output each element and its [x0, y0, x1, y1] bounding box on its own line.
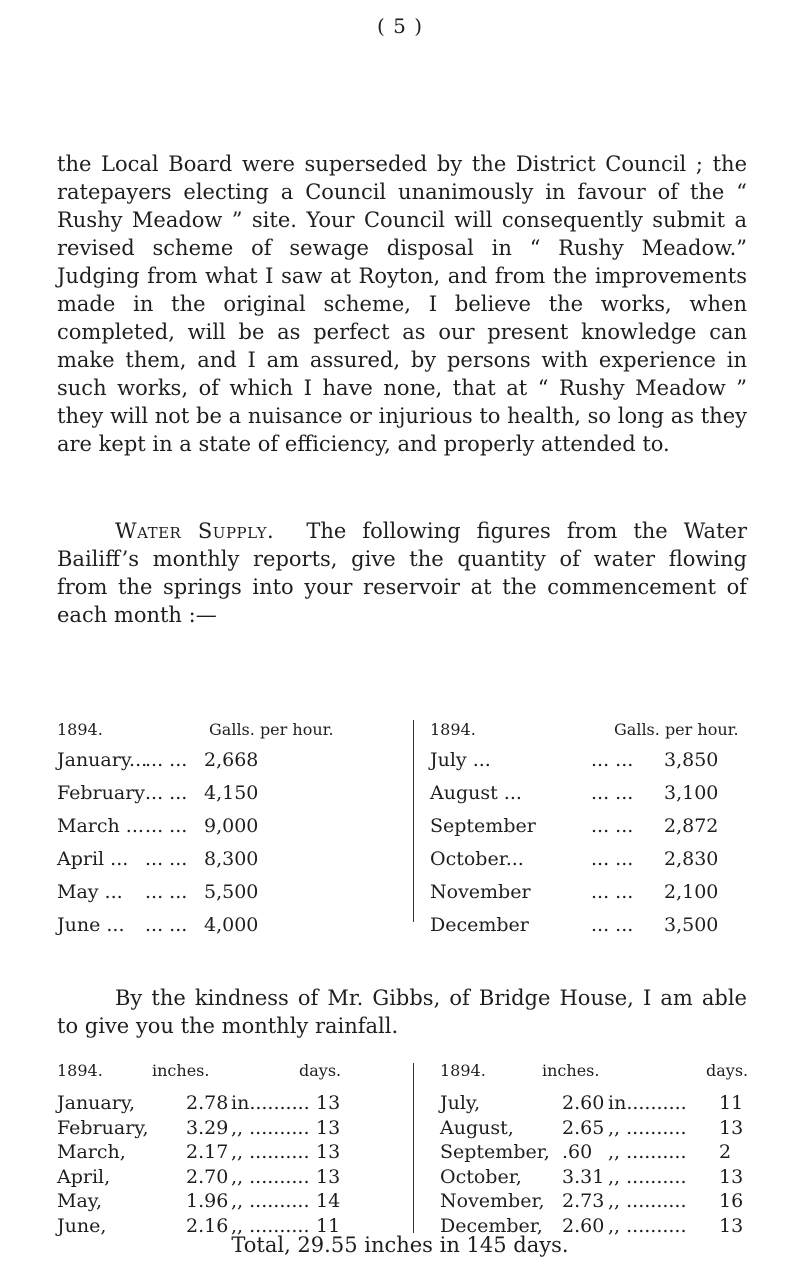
rain-unit: ,, ..........: [231, 1141, 310, 1163]
water-year-header-right: 1894.: [430, 720, 476, 739]
water-leader-dots: ... ...: [145, 914, 188, 936]
rain-unit: ,, ..........: [608, 1214, 687, 1237]
rain-days: 13: [316, 1116, 341, 1139]
paragraph-sewage: the Local Board were superseded by the District Council ; the ratepayers electing a Council unanimously in favour of the “ Rushy Meadow ” site. Your Council will consequently submit a revised scheme of sewage disposal in “ Rushy Meadow.” Judging from what I saw at Royton, and from the improvements made in the original scheme, I believe the works, when completed, will be as perfect as our present knowledge can make them, and I am assured, by persons with experience in such works, of which I have none, that at “ Rushy Meadow ” they will not be a nuisance or injurious to health, so long as they are kept in a state of efficiency, and properly attended to.: [57, 152, 747, 456]
rain-month: January,: [57, 1092, 136, 1114]
water-leader-dots: ... ...: [145, 749, 188, 771]
rain-unit: ,, ..........: [608, 1116, 687, 1139]
rain-inches: 2.65: [562, 1116, 605, 1139]
water-month: November: [430, 881, 531, 903]
rain-unit: ,, ..........: [608, 1190, 687, 1212]
water-year-header-left: 1894.: [57, 720, 103, 739]
rain-days-header-left: days.: [299, 1061, 342, 1080]
rain-month: November,: [440, 1190, 545, 1212]
rain-month: May,: [57, 1190, 103, 1212]
rain-unit: ,, ..........: [231, 1190, 310, 1212]
water-month: March ...: [57, 815, 144, 837]
water-leader-dots: ... ...: [591, 881, 634, 903]
rain-month: February,: [57, 1116, 149, 1139]
rain-inches: 2.73: [562, 1190, 605, 1212]
water-value: 2,668: [204, 749, 259, 771]
water-leader-dots: ... ...: [591, 914, 634, 936]
rain-days: 2: [719, 1141, 732, 1163]
rain-inches: 2.78: [186, 1092, 229, 1114]
water-value: 5,500: [204, 881, 259, 903]
rain-inches: 3.31: [562, 1165, 605, 1188]
water-value: 4,000: [204, 914, 259, 936]
rain-month: June,: [57, 1214, 107, 1237]
rain-year-header-left: 1894.: [57, 1061, 103, 1080]
water-leader-dots: ... ...: [591, 749, 634, 771]
rain-days: 13: [316, 1141, 341, 1163]
rain-month: September,: [440, 1141, 550, 1163]
rainfall-total: Total, 29.55 inches in 145 days.: [231, 1233, 569, 1257]
rain-unit: ,, ..........: [231, 1165, 310, 1188]
water-leader-dots: ... ...: [145, 848, 188, 870]
water-unit-header-right: Galls. per hour.: [614, 720, 739, 739]
water-value: 2,100: [664, 881, 719, 903]
water-leader-dots: ... ...: [145, 782, 188, 804]
rain-month: December,: [440, 1214, 543, 1237]
rain-unit: ,, ..........: [231, 1116, 310, 1139]
water-value: 2,830: [664, 848, 719, 870]
rain-inches: 2.60: [562, 1214, 605, 1237]
rain-inches-header-right: inches.: [542, 1061, 600, 1080]
water-leader-dots: ... ...: [145, 881, 188, 903]
rain-month: March,: [57, 1141, 126, 1163]
paragraph-water-supply: [57, 517, 747, 629]
water-supply-text: The following figures from the Water Bailiff’s monthly reports, give the quantity of water flowing from the springs into your reservoir at the commencement of each month :—: [57, 519, 747, 627]
rain-days: 13: [316, 1092, 341, 1114]
water-leader-dots: ... ...: [591, 848, 634, 870]
water-value: 8,300: [204, 848, 259, 870]
water-value: 3,850: [664, 749, 719, 771]
rain-month: July,: [440, 1092, 481, 1114]
rain-inches: 2.70: [186, 1165, 229, 1188]
water-month: April ...: [57, 848, 129, 870]
water-month: August ...: [430, 782, 522, 804]
rain-inches: .60: [562, 1141, 593, 1163]
rain-inches: 2.17: [186, 1141, 229, 1163]
rain-year-header-right: 1894.: [440, 1061, 486, 1080]
rain-unit: ,, ..........: [608, 1141, 687, 1163]
water-month: May ...: [57, 881, 123, 903]
rain-days: 11: [719, 1092, 744, 1114]
paragraph-rainfall-intro: [57, 984, 747, 1040]
rain-inches: 2.16: [186, 1214, 229, 1237]
water-unit-header-left: Galls. per hour.: [209, 720, 334, 739]
rain-inches: 2.60: [562, 1092, 605, 1114]
water-value: 3,100: [664, 782, 719, 804]
rain-unit: in..........: [608, 1092, 687, 1114]
water-month: July ...: [430, 749, 491, 771]
rain-inches: 3.29: [186, 1116, 229, 1139]
water-leader-dots: ... ...: [591, 782, 634, 804]
water-month: June ...: [57, 914, 125, 936]
rain-inches-header-left: inches.: [152, 1061, 210, 1080]
rain-inches: 1.96: [186, 1190, 229, 1212]
water-month: October...: [430, 848, 524, 870]
rain-unit: in..........: [231, 1092, 310, 1114]
rain-table-divider: [413, 1063, 414, 1233]
water-month: September: [430, 815, 536, 837]
rain-unit: ,, ..........: [608, 1165, 687, 1188]
rainfall-intro-text: By the kindness of Mr. Gibbs, of Bridge House, I am able to give you the monthly rainfall.: [57, 986, 747, 1038]
water-supply-heading: Water Supply.: [115, 519, 275, 543]
water-month: January...: [57, 749, 148, 771]
rain-days: 14: [316, 1190, 341, 1212]
water-month: February: [57, 782, 146, 804]
rain-days: 16: [719, 1190, 744, 1212]
rain-days: 13: [719, 1165, 744, 1188]
rain-days: 13: [316, 1165, 341, 1188]
rain-month: October,: [440, 1165, 522, 1188]
water-month: December: [430, 914, 529, 936]
water-leader-dots: ... ...: [591, 815, 634, 837]
rain-days-header-right: days.: [706, 1061, 749, 1080]
rain-month: April,: [57, 1165, 111, 1188]
rain-days: 13: [719, 1214, 744, 1237]
water-value: 9,000: [204, 815, 259, 837]
rain-days: 11: [316, 1214, 341, 1237]
rain-month: August,: [440, 1116, 514, 1139]
water-leader-dots: ... ...: [145, 815, 188, 837]
water-value: 2,872: [664, 815, 719, 837]
rain-days: 13: [719, 1116, 744, 1139]
water-value: 4,150: [204, 782, 259, 804]
page-number: ( 5 ): [376, 14, 424, 38]
rain-unit: ,, ..........: [231, 1214, 310, 1237]
water-value: 3,500: [664, 914, 719, 936]
water-table-divider: [413, 720, 414, 922]
